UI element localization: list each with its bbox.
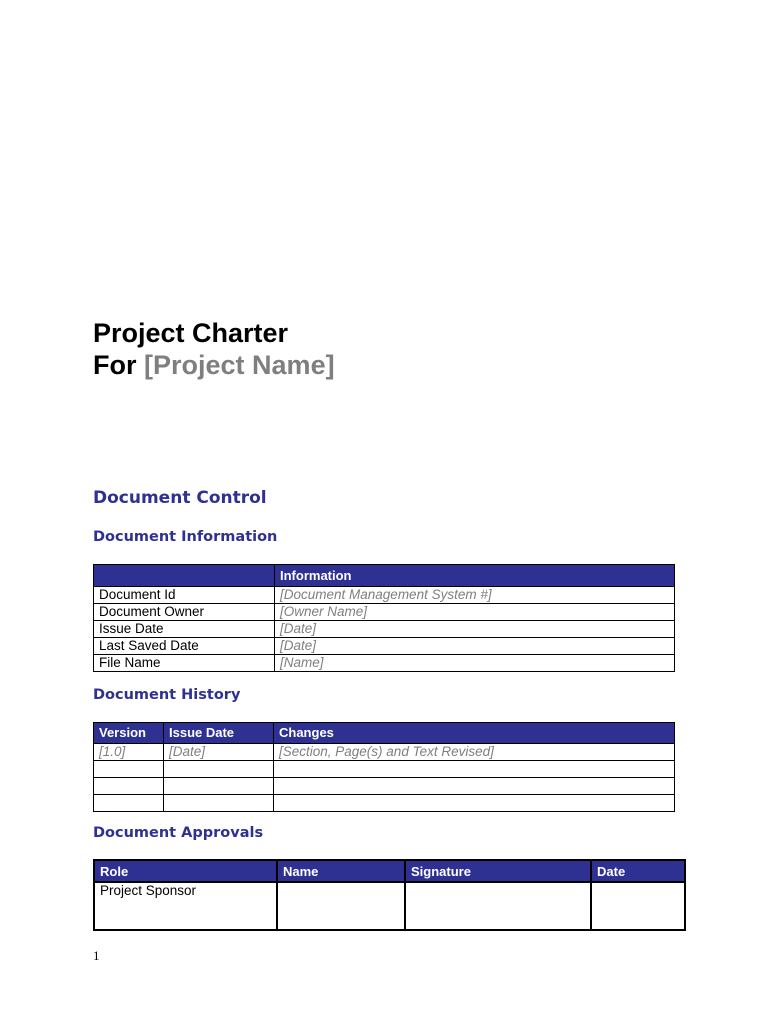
row-label: File Name (94, 655, 275, 672)
page-number: 1 (93, 948, 100, 963)
document-title: Project Charter (93, 318, 289, 348)
document-information-table (93, 564, 675, 672)
role-cell[interactable]: Project Sponsor (94, 882, 277, 930)
table-header-row (94, 860, 685, 882)
row-value[interactable]: [Name] (275, 655, 675, 672)
header-cell: Role (94, 860, 277, 882)
issue-date-cell[interactable] (164, 795, 274, 812)
table-row (94, 795, 675, 812)
table-row (94, 604, 675, 621)
table-header-row (94, 565, 675, 587)
name-cell[interactable] (277, 882, 405, 930)
signature-cell[interactable] (405, 882, 591, 930)
issue-date-cell[interactable] (164, 761, 274, 778)
document-subtitle (93, 350, 335, 380)
document-approvals-table (93, 859, 686, 931)
header-cell: Name (277, 860, 405, 882)
table-row (94, 587, 675, 604)
document-information-heading: Document Information (93, 529, 278, 545)
row-label: Issue Date (94, 621, 275, 638)
row-value[interactable]: [Date] (275, 638, 675, 655)
changes-cell[interactable]: [Section, Page(s) and Text Revised] (274, 744, 675, 761)
version-cell[interactable] (94, 795, 164, 812)
changes-cell[interactable] (274, 761, 675, 778)
header-cell: Issue Date (164, 723, 274, 744)
header-cell: Version (94, 723, 164, 744)
title-block (93, 316, 335, 380)
row-label: Document Id (94, 587, 275, 604)
row-value[interactable]: [Date] (275, 621, 675, 638)
table-header-row (94, 723, 675, 744)
project-name-placeholder[interactable]: [Project Name] (144, 350, 335, 380)
header-cell: Date (591, 860, 685, 882)
table-row (94, 882, 685, 930)
version-cell[interactable] (94, 778, 164, 795)
header-cell: Signature (405, 860, 591, 882)
table-row (94, 655, 675, 672)
document-control-heading: Document Control (93, 488, 267, 508)
issue-date-cell[interactable] (164, 778, 274, 795)
table-row (94, 638, 675, 655)
header-cell (94, 565, 275, 587)
for-label: For (93, 350, 137, 380)
document-history-heading: Document History (93, 687, 241, 703)
document-approvals-heading: Document Approvals (93, 825, 264, 841)
document-history-table (93, 722, 675, 812)
row-label: Document Owner (94, 604, 275, 621)
header-cell: Information (275, 565, 675, 587)
table-row (94, 744, 675, 761)
row-value[interactable]: [Document Management System #] (275, 587, 675, 604)
header-cell: Changes (274, 723, 675, 744)
row-label: Last Saved Date (94, 638, 275, 655)
table-row (94, 778, 675, 795)
issue-date-cell[interactable]: [Date] (164, 744, 274, 761)
version-cell[interactable] (94, 761, 164, 778)
date-cell[interactable] (591, 882, 685, 930)
version-cell[interactable]: [1.0] (94, 744, 164, 761)
changes-cell[interactable] (274, 778, 675, 795)
table-row (94, 621, 675, 638)
changes-cell[interactable] (274, 795, 675, 812)
row-value[interactable]: [Owner Name] (275, 604, 675, 621)
table-row (94, 761, 675, 778)
